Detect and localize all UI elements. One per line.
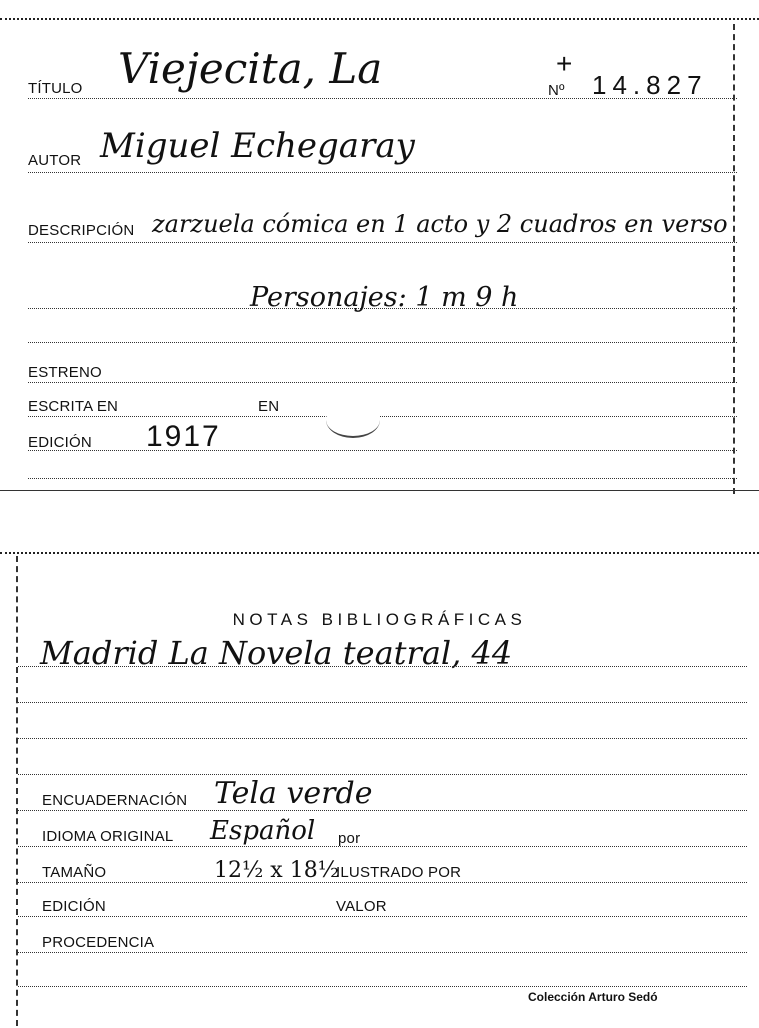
rule	[18, 882, 747, 883]
rule	[18, 916, 747, 917]
collection-footer: Colección Arturo Sedó	[528, 990, 658, 1004]
titulo-label: TÍTULO	[28, 80, 83, 97]
encuadernacion-label: ENCUADERNACIÓN	[42, 792, 188, 809]
procedencia-label: PROCEDENCIA	[42, 934, 155, 951]
numero-label: Nº	[548, 82, 565, 99]
edicion-label-bottom: EDICIÓN	[42, 898, 106, 915]
titulo-value: Viejecita, La	[118, 44, 383, 93]
rule	[18, 738, 747, 739]
rule	[18, 774, 747, 775]
rule	[28, 478, 737, 479]
notas-bibliograficas-heading: NOTAS BIBLIOGRÁFICAS	[232, 610, 527, 629]
rule	[28, 242, 737, 243]
estreno-label: ESTRENO	[28, 364, 102, 381]
tamano-label: TAMAÑO	[42, 864, 107, 881]
rule	[18, 810, 747, 811]
descripcion-value: zarzuela cómica en 1 acto y 2 cuadros en verso	[152, 210, 728, 238]
rule	[18, 702, 747, 703]
tamano-value: 12½ x 18½	[214, 858, 340, 883]
idioma-original-value: Español	[210, 816, 316, 846]
notas-value: Madrid La Novela teatral, 44	[40, 634, 513, 672]
ilustrado-por-label: ILUSTRADO POR	[336, 864, 462, 881]
bottom-edge	[0, 490, 759, 491]
autor-value: Miguel Echegaray	[100, 126, 415, 166]
idioma-original-label: IDIOMA ORIGINAL	[42, 828, 174, 845]
catalog-card-top	[0, 0, 759, 500]
edicion-label: EDICIÓN	[28, 434, 92, 451]
en-label: EN	[258, 398, 280, 415]
rule	[28, 342, 737, 343]
descripcion-label: DESCRIPCIÓN	[28, 222, 135, 239]
numero-mark: +	[556, 48, 579, 79]
rule	[28, 416, 737, 417]
rule	[18, 666, 747, 667]
edicion-value: 1917	[146, 420, 221, 453]
autor-label: AUTOR	[28, 152, 82, 169]
rule	[18, 986, 747, 987]
valor-label: VALOR	[336, 898, 387, 915]
encuadernacion-value: Tela verde	[214, 776, 373, 811]
rule	[18, 846, 747, 847]
rule	[28, 382, 737, 383]
escrita-en-label: ESCRITA EN	[28, 398, 119, 415]
right-edge	[733, 24, 735, 494]
rule	[28, 450, 737, 451]
rule	[18, 952, 747, 953]
numero-value: 14.827	[592, 70, 708, 100]
rule	[28, 98, 737, 99]
personajes-value: Personajes: 1 m 9 h	[250, 282, 519, 313]
ink-blot	[326, 402, 380, 438]
rule	[28, 308, 737, 309]
rule	[28, 172, 737, 173]
por-label: por	[338, 830, 361, 847]
top-edge	[0, 552, 759, 554]
catalog-card-bottom	[0, 540, 759, 1028]
top-edge	[0, 18, 759, 20]
